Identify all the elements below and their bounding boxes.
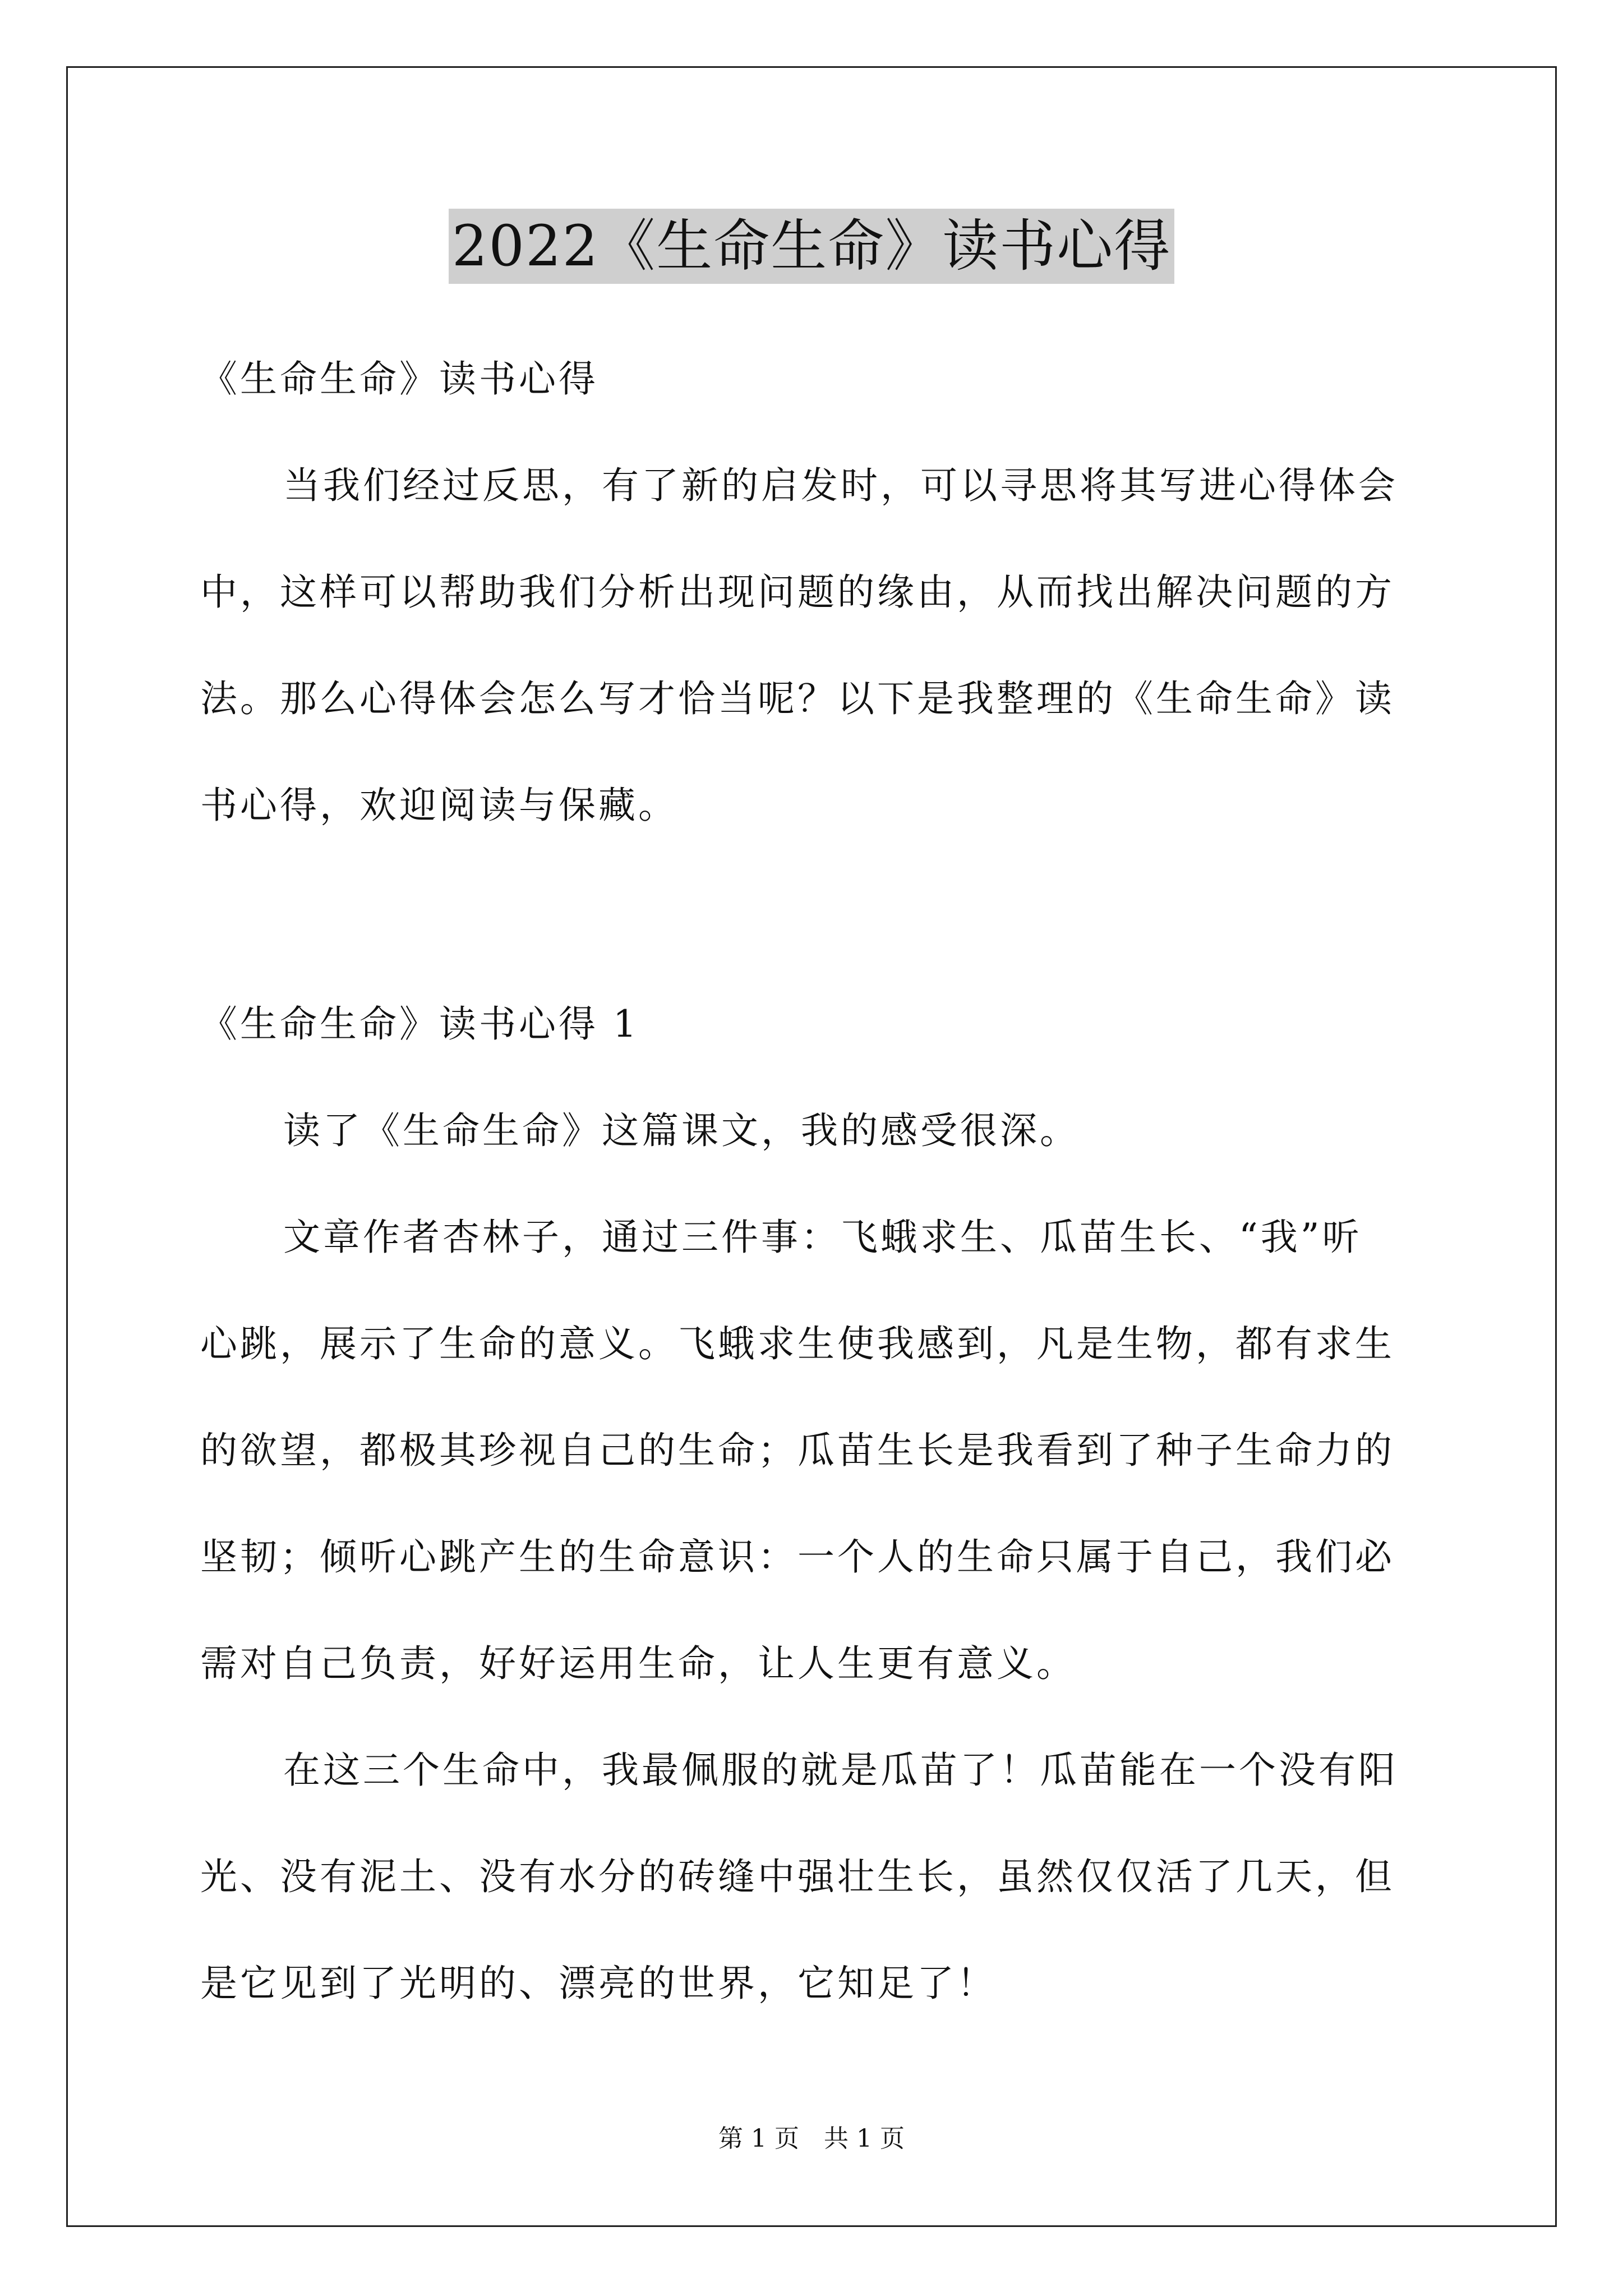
intro-line-3: 法。那么心得体会怎么写才恰当呢？以下是我整理的《生命生命》读 (200, 677, 1395, 720)
section-line-7: 在这三个生命中，我最佩服的就是瓜苗了！瓜苗能在一个没有阳 (283, 1749, 1398, 1792)
section-heading: 《生命生命》读书心得 1 (200, 1002, 639, 1046)
section-line-2: 文章作者杏林子，通过三件事：飞蛾求生、瓜苗生长、“我”听 (283, 1216, 1362, 1259)
intro-line-1: 当我们经过反思，有了新的启发时，可以寻思将其写进心得体会 (283, 464, 1398, 507)
document-title: 2022《生命生命》读书心得 (449, 209, 1175, 284)
intro-heading: 《生命生命》读书心得 (200, 357, 598, 401)
section-line-6: 需对自己负责，好好运用生命，让人生更有意义。 (200, 1642, 1076, 1685)
title-container (0, 209, 1623, 284)
section-line-9: 是它见到了光明的、漂亮的世界，它知足了！ (200, 1962, 997, 2005)
section-line-3: 心跳，展示了生命的意义。飞蛾求生使我感到，凡是生物，都有求生 (200, 1322, 1395, 1365)
section-line-4: 的欲望，都极其珍视自己的生命；瓜苗生长是我看到了种子生命力的 (200, 1429, 1395, 1472)
section-line-5: 坚韧；倾听心跳产生的生命意识：一个人的生命只属于自己，我们必 (200, 1535, 1395, 1579)
section-line-8: 光、没有泥土、没有水分的砖缝中强壮生长，虽然仅仅活了几天，但 (200, 1855, 1395, 1898)
section-line-1: 读了《生命生命》这篇课文，我的感受很深。 (283, 1109, 1080, 1152)
intro-line-2: 中，这样可以帮助我们分析出现问题的缘由，从而找出解决问题的方 (200, 570, 1395, 614)
intro-line-4: 书心得，欢迎阅读与保藏。 (200, 784, 678, 827)
page-footer: 第 1 页 共 1 页 (718, 2124, 905, 2153)
